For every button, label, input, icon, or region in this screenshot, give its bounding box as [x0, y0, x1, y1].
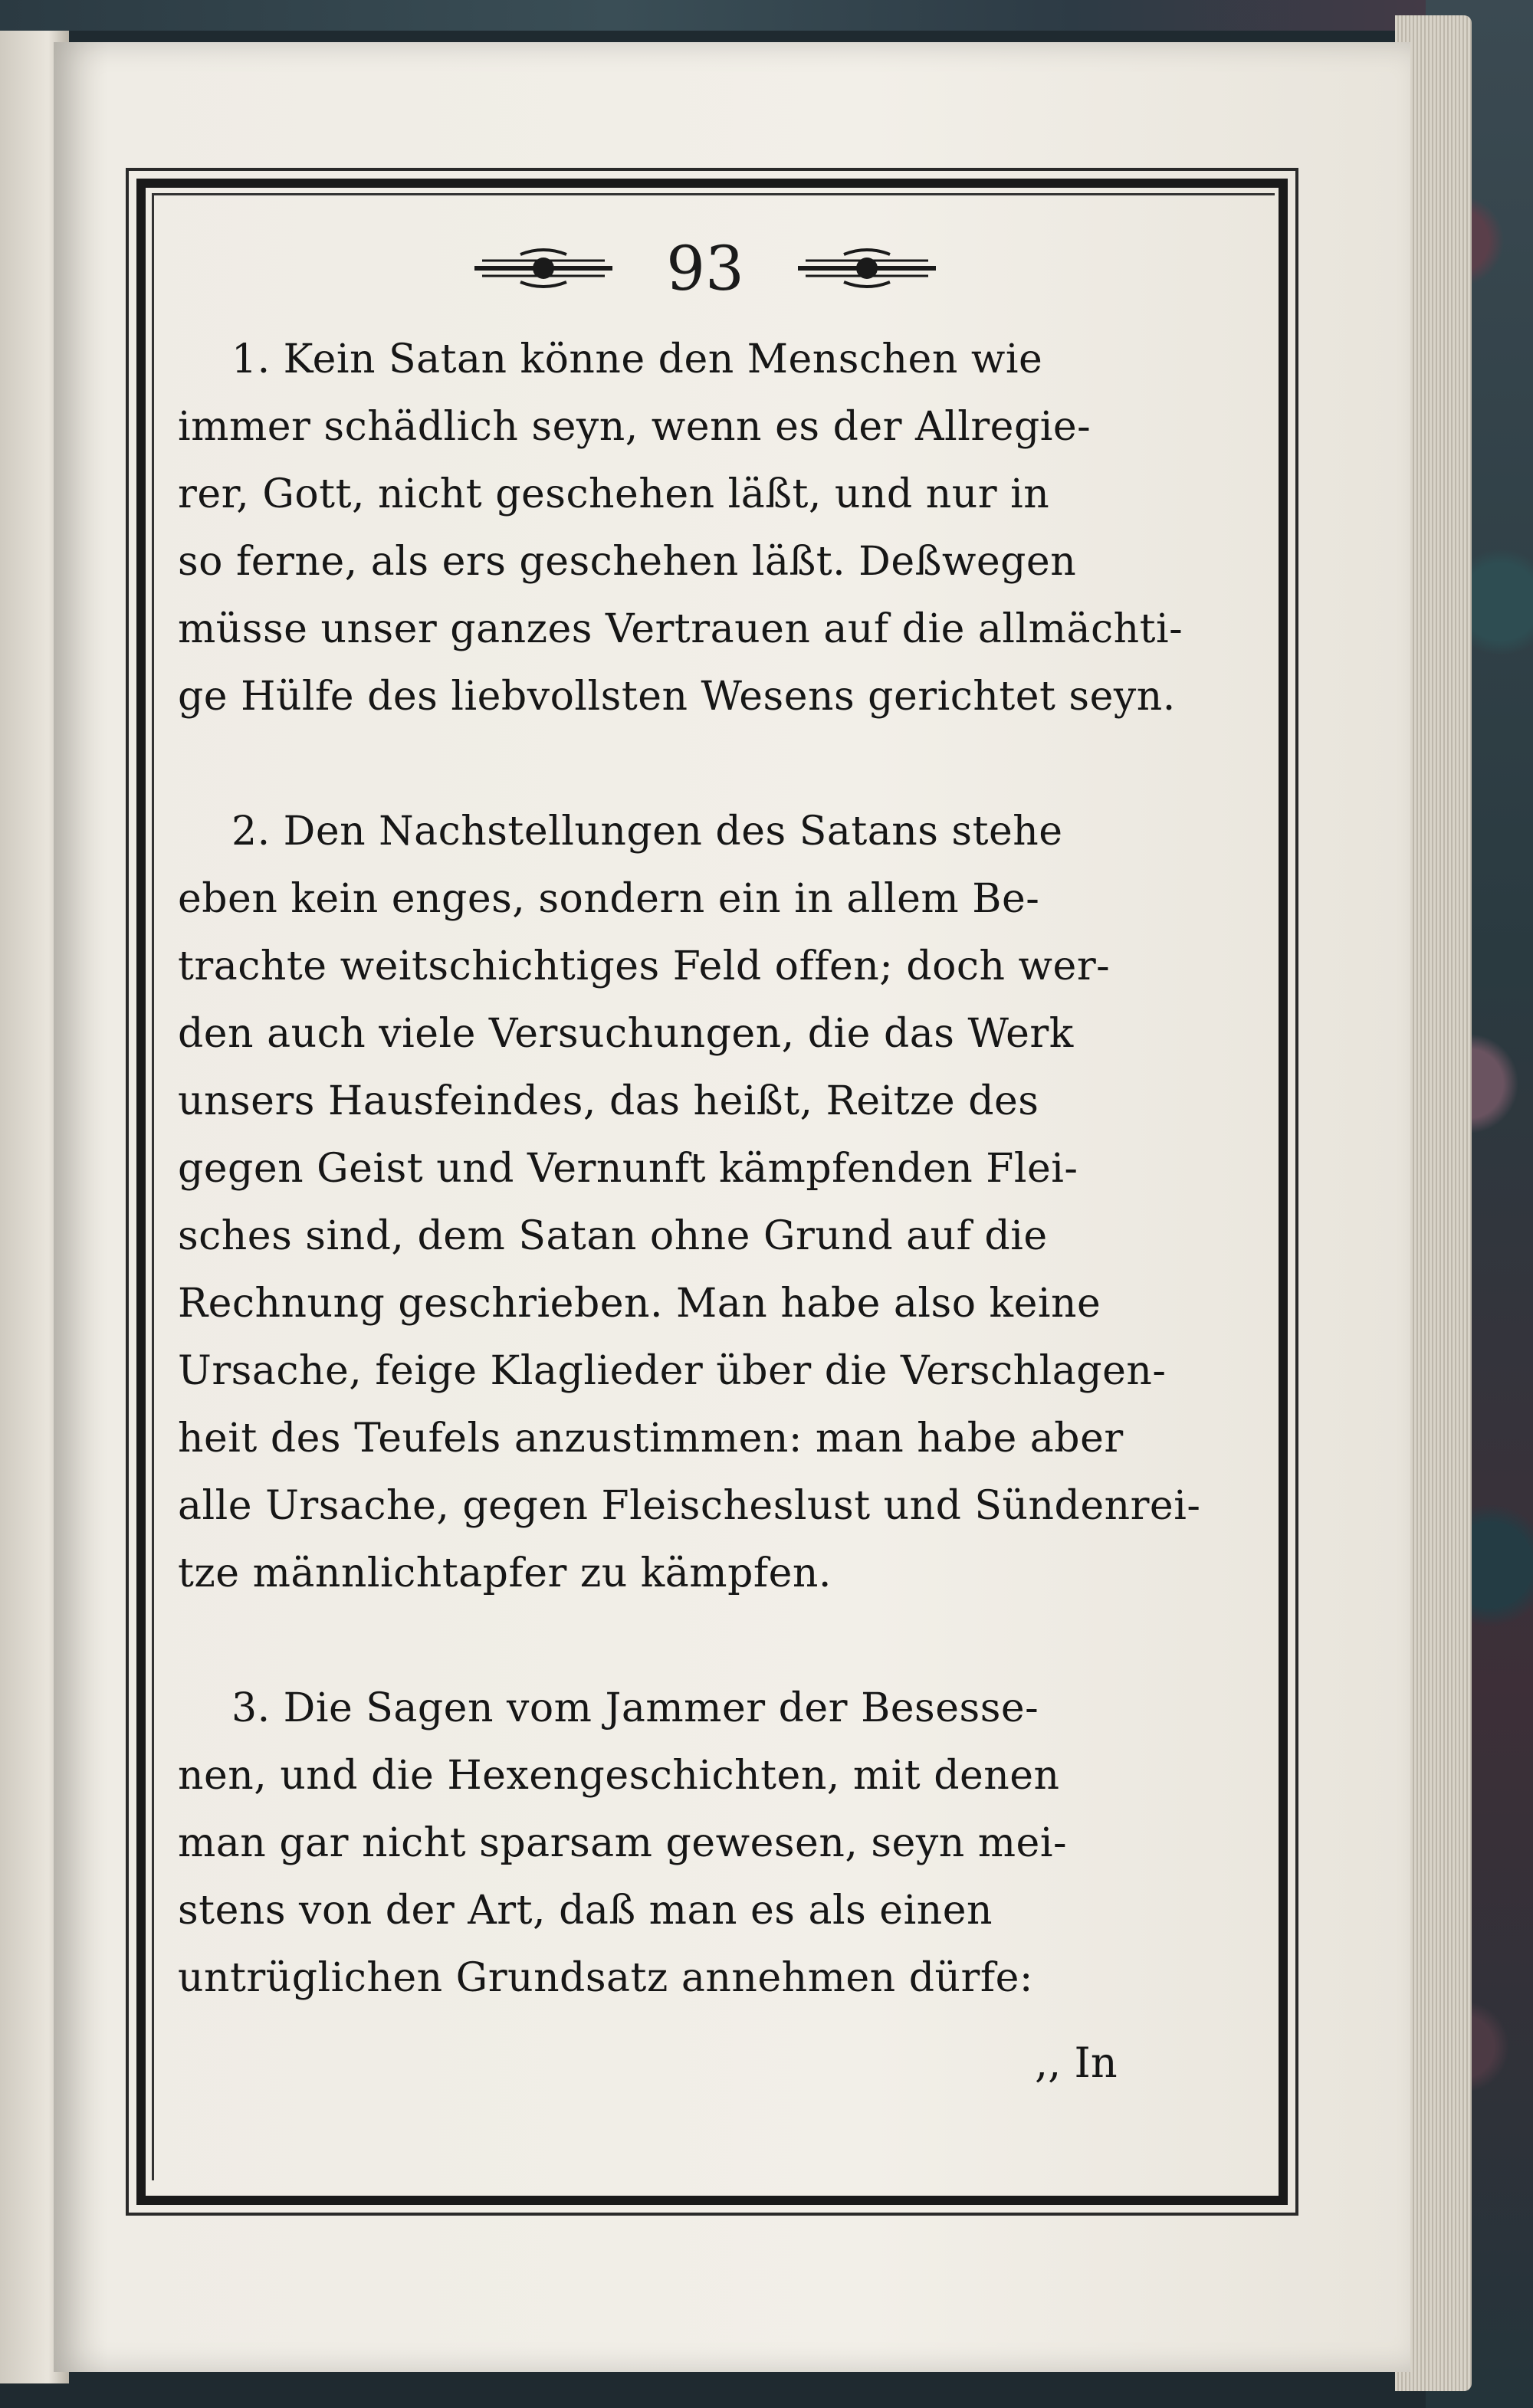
- text-line: ge Hülfe des liebvollsten Wesens gerichtet seyn.: [178, 674, 1176, 720]
- text-line: gegen Geist und Vernunft kämpfenden Flei-: [178, 1146, 1078, 1192]
- text-line: 3. Die Sagen vom Jammer der Besesse-: [231, 1685, 1039, 1731]
- text-line: tze männlichtapfer zu kämpfen.: [178, 1550, 832, 1596]
- text-line: alle Ursache, gegen Fleischeslust und Sündenrei-: [178, 1483, 1201, 1529]
- text-line: unsers Hausfeindes, das heißt, Reitze des: [178, 1078, 1039, 1124]
- text-line: man gar nicht sparsam gewesen, seyn mei-: [178, 1820, 1068, 1866]
- catchword: ,, In: [1035, 2039, 1118, 2087]
- body-text: [178, 326, 1243, 2012]
- right-ornament-icon: [790, 245, 944, 291]
- text-line: stens von der Art, daß man es als einen: [178, 1888, 993, 1934]
- text-line: Ursache, feige Klaglieder über die Verschlagen-: [178, 1348, 1167, 1394]
- page-header: [138, 222, 1272, 314]
- paragraph-1: [178, 326, 1243, 730]
- text-line: untrüglichen Grundsatz annehmen dürfe:: [178, 1955, 1033, 2001]
- text-line: eben kein enges, sondern ein in allem Be-: [178, 876, 1040, 922]
- paragraph-2: [178, 798, 1243, 1607]
- text-line: 1. Kein Satan könne den Menschen wie: [231, 336, 1043, 382]
- text-line: müsse unser ganzes Vertrauen auf die allmächti-: [178, 606, 1183, 652]
- text-line: trachte weitschichtiges Feld offen; doch wer-: [178, 943, 1111, 989]
- paragraph-3: [178, 1675, 1243, 2012]
- text-line: 2. Den Nachstellungen des Satans stehe: [231, 809, 1063, 855]
- page-number: 93: [666, 232, 744, 304]
- text-line: heit des Teufels anzustimmen: man habe aber: [178, 1416, 1124, 1462]
- text-line: Rechnung geschrieben. Man habe also keine: [178, 1281, 1101, 1327]
- text-line: nen, und die Hexengeschichten, mit denen: [178, 1753, 1060, 1799]
- left-ornament-icon: [467, 245, 620, 291]
- text-line: immer schädlich seyn, wenn es der Allregie-: [178, 404, 1091, 450]
- text-line: sches sind, dem Satan ohne Grund auf die: [178, 1213, 1048, 1259]
- book-cover-top: [0, 0, 1533, 31]
- text-line: so ferne, als ers geschehen läßt. Deßwegen: [178, 539, 1077, 585]
- text-line: rer, Gott, nicht geschehen läßt, und nur in: [178, 471, 1050, 517]
- text-line: den auch viele Versuchungen, die das Werk: [178, 1011, 1074, 1057]
